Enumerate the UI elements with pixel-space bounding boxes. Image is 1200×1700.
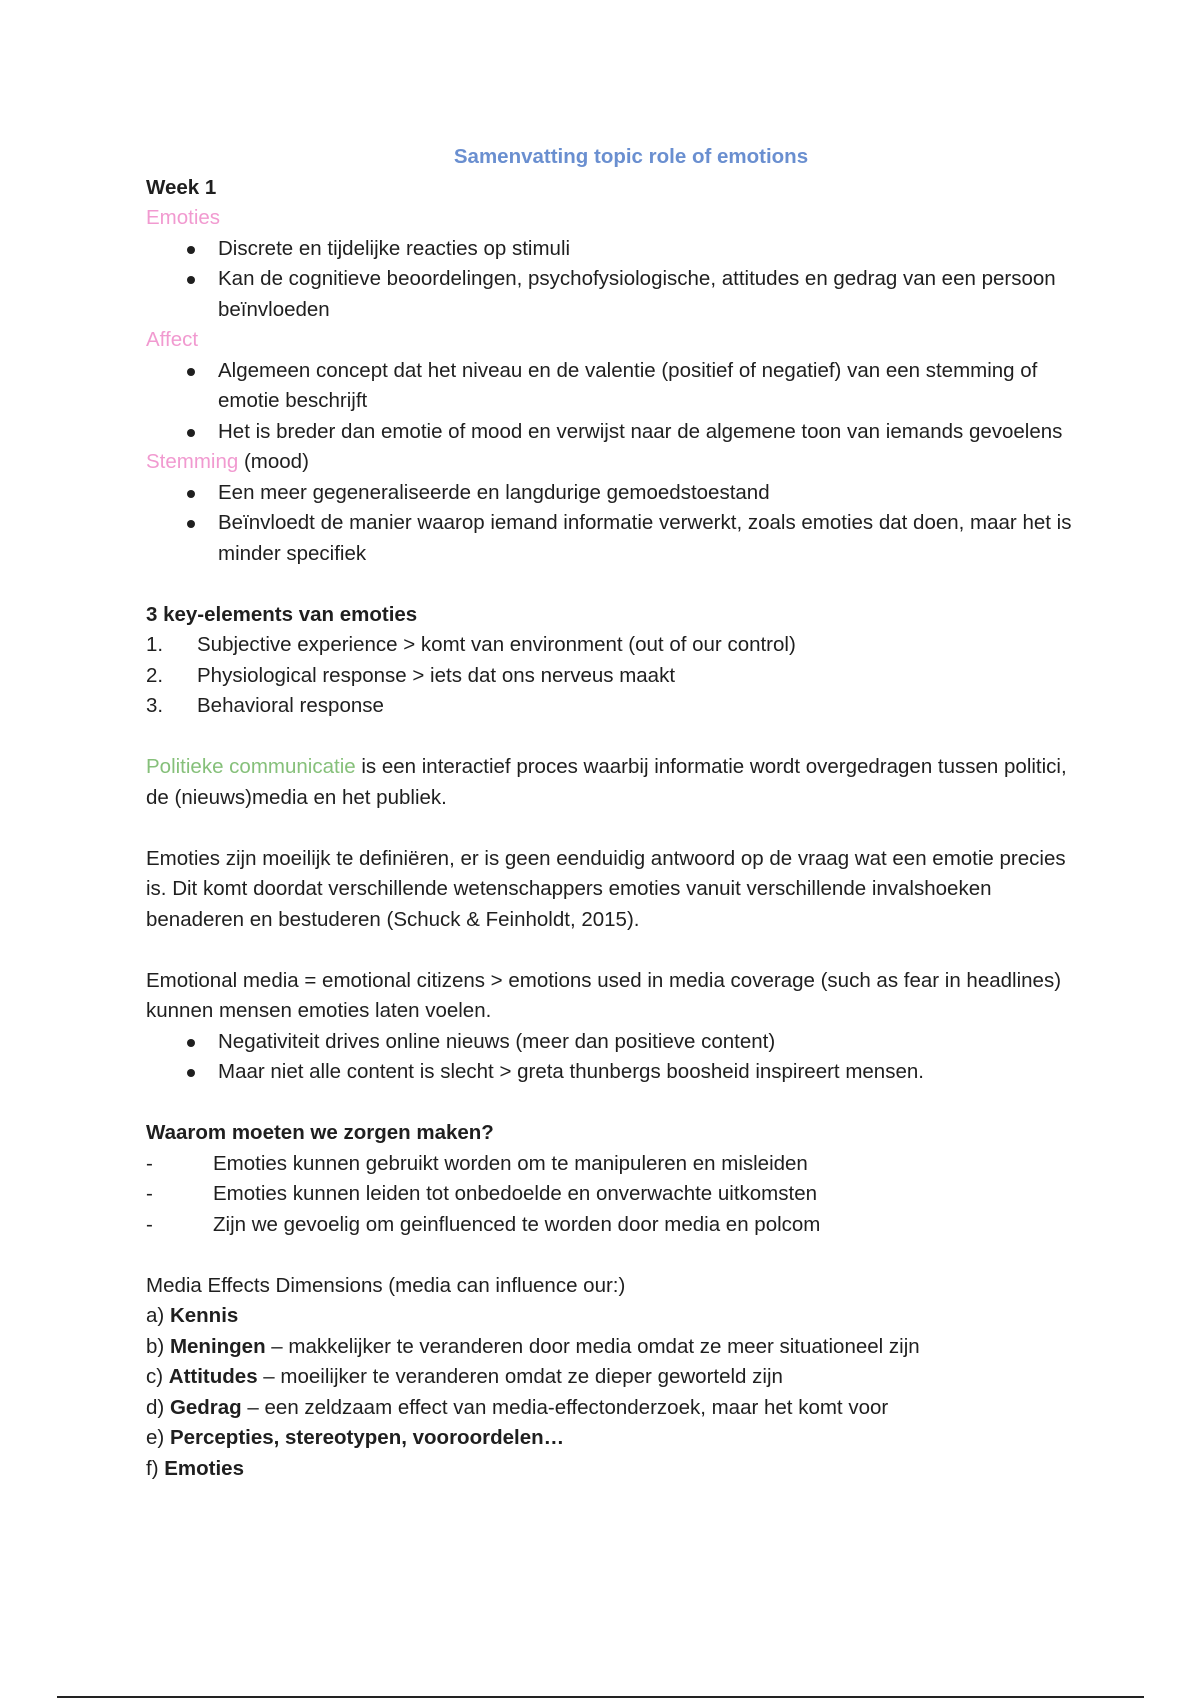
list-item: Een meer gegeneraliseerde en langdurige gemoedstoestand: [146, 478, 1076, 509]
page-title: Samenvatting topic role of emotions: [453, 145, 809, 168]
stemming-list: [146, 478, 1076, 570]
footer-divider: [57, 1696, 1144, 1698]
list-item: Algemeen concept dat het niveau en de valentie (positief of negatief) van een stemming of emotie beschrijft: [146, 356, 1076, 417]
emotional-media-list: [146, 1027, 1076, 1088]
list-item: - Zijn we gevoelig om geinfluenced te worden door media en polcom: [146, 1212, 821, 1236]
list-item: 1. Subjective experience > komt van environment (out of our control): [146, 633, 796, 656]
zorgen-list: [146, 1149, 1076, 1241]
list-item: d) Gedrag – een zeldzaam effect van media-effectonderzoek, maar het komt voor: [146, 1395, 889, 1419]
term-stemming: Stemming: [146, 450, 239, 473]
week-heading: Week 1: [146, 175, 217, 199]
affect-list: [146, 356, 1076, 448]
stemming-heading: [146, 447, 1076, 478]
term-affect: Affect: [146, 328, 199, 351]
media-effects-heading: Media Effects Dimensions (media can influence our:): [146, 1273, 626, 1297]
emoties-list: [146, 234, 1076, 326]
key-elements-heading: 3 key-elements van emoties: [146, 602, 418, 626]
stemming-suffix: (mood): [238, 450, 309, 473]
document-page: [146, 142, 1076, 1484]
term-politieke-communicatie: Politieke communicatie: [146, 755, 356, 778]
media-effects-list: [146, 1301, 1076, 1484]
definitie-paragraph: Emoties zijn moeilijk te definiëren, er is geen eenduidig antwoord op de vraag wat een emotie precies is. Dit komt doordat verschillende wetenschappers emoties vanuit verschillende invalshoeken benaderen en bestuderen (Schuck & Feinholdt, 2015).: [146, 846, 1066, 931]
emotional-media-paragraph: Emotional media = emotional citizens > emotions used in media coverage (such as fear in headlines) kunnen mensen emoties laten voelen.: [146, 968, 1062, 1022]
list-item: Het is breder dan emotie of mood en verwijst naar de algemene toon van iemands gevoelens: [146, 417, 1076, 448]
list-item: Kan de cognitieve beoordelingen, psychofysiologische, attitudes en gedrag van een persoon beïnvloeden: [146, 264, 1076, 325]
list-item: c) Attitudes – moeilijker te veranderen omdat ze dieper geworteld zijn: [146, 1365, 783, 1388]
key-elements-list: [146, 630, 1076, 722]
list-item: 2. Physiological response > iets dat ons nerveus maakt: [146, 663, 676, 687]
list-item: - Emoties kunnen gebruikt worden om te manipuleren en misleiden: [146, 1151, 808, 1175]
list-item: f) Emoties: [146, 1456, 244, 1480]
list-item: e) Percepties, stereotypen, vooroordelen…: [146, 1426, 565, 1449]
list-item: Beïnvloedt de manier waarop iemand informatie verwerkt, zoals emoties dat doen, maar het is minder specifiek: [146, 508, 1076, 569]
list-item: Negativiteit drives online nieuws (meer dan positieve content): [146, 1027, 1076, 1058]
zorgen-heading: Waarom moeten we zorgen maken?: [146, 1121, 494, 1144]
list-item: 3. Behavioral response: [146, 694, 384, 717]
list-item: Maar niet alle content is slecht > greta thunbergs boosheid inspireert mensen.: [146, 1057, 1076, 1088]
list-item: a) Kennis: [146, 1304, 239, 1327]
politieke-paragraph: Politieke communicatie is een interactief proces waarbij informatie wordt overgedragen tussen politici, de (nieuws)media en het publiek.: [146, 755, 1067, 809]
list-item: b) Meningen – makkelijker te veranderen door media omdat ze meer situationeel zijn: [146, 1334, 920, 1358]
list-item: Discrete en tijdelijke reacties op stimuli: [146, 234, 1076, 265]
term-emoties: Emoties: [146, 206, 221, 229]
list-item: - Emoties kunnen leiden tot onbedoelde en onverwachte uitkomsten: [146, 1182, 818, 1205]
